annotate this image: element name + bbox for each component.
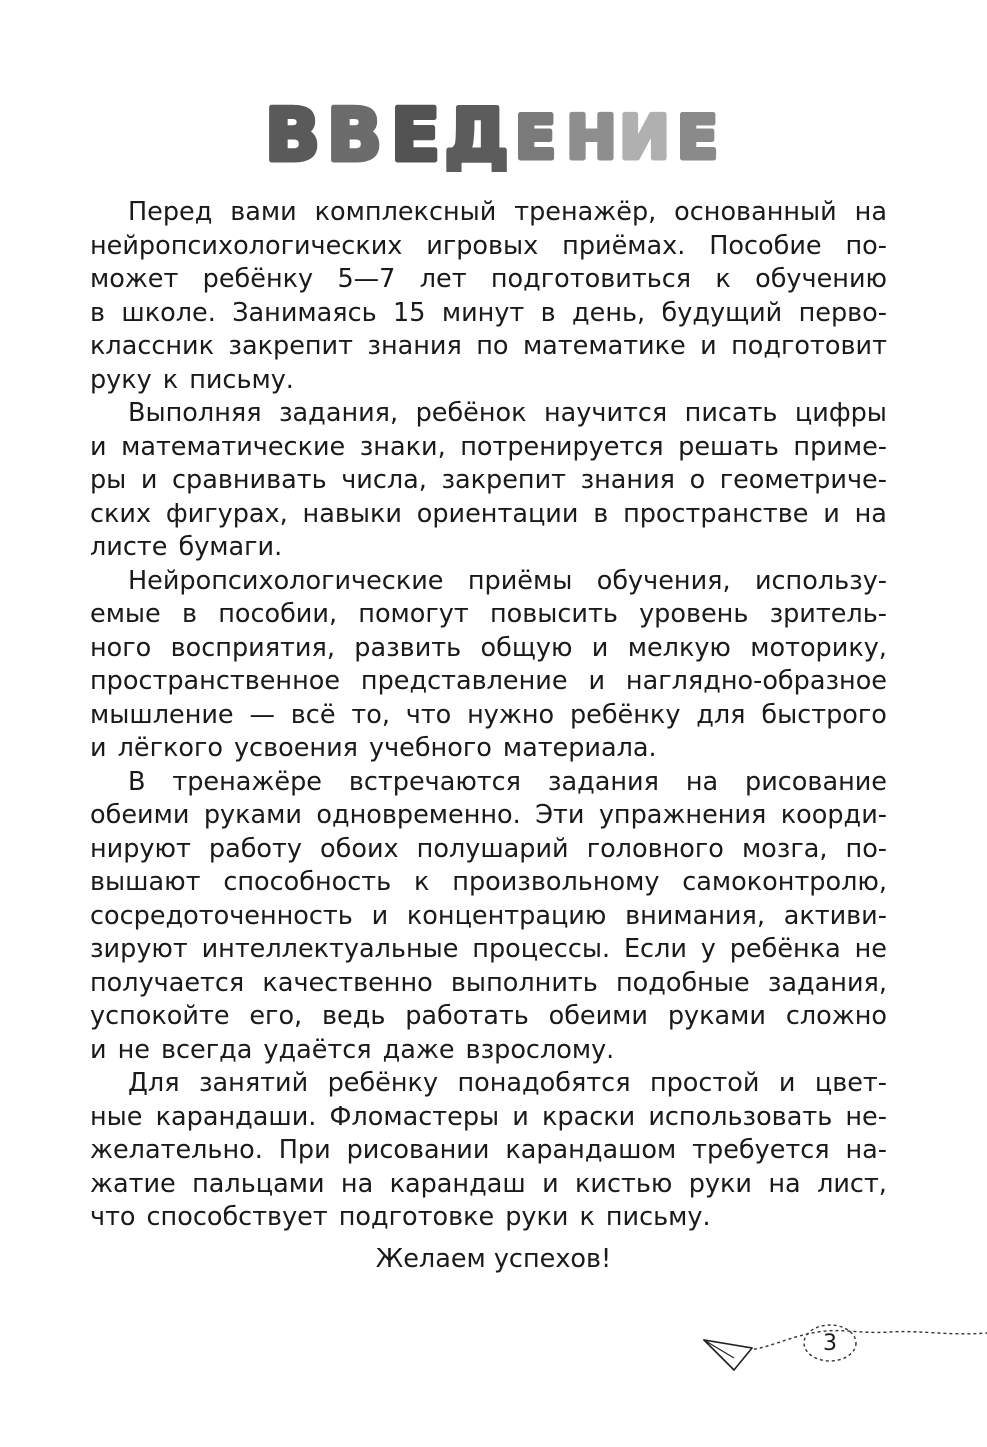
word: качественно <box>262 967 433 998</box>
word: цвет- <box>814 1068 887 1098</box>
word: При <box>278 1135 331 1165</box>
text-line <box>90 297 887 331</box>
word: уровень <box>639 599 749 629</box>
word: и <box>591 632 609 663</box>
word: процессы. <box>472 934 611 964</box>
word: не <box>854 934 887 964</box>
word: нужно <box>467 699 555 730</box>
word: о <box>689 465 706 495</box>
title-letter: Н <box>566 103 617 172</box>
page-footer <box>690 1318 987 1378</box>
word: взрослому. <box>465 1034 615 1065</box>
text-line <box>90 1034 887 1068</box>
word: быстрого <box>761 699 887 730</box>
word: на- <box>845 1135 887 1165</box>
text-line <box>90 1000 887 1034</box>
page-title <box>0 92 987 172</box>
word: нейропсихологических <box>90 230 403 261</box>
word: задания, <box>767 967 887 998</box>
text-line <box>90 1168 887 1202</box>
word: закрепит <box>441 465 567 495</box>
word: материала. <box>502 733 657 763</box>
word: вышают <box>90 867 201 897</box>
word: понадобятся <box>457 1068 631 1098</box>
word: пособии, <box>218 599 338 629</box>
text-line <box>90 431 887 465</box>
word: математические <box>121 431 346 462</box>
closing-line <box>0 1243 987 1277</box>
word: коорди- <box>780 800 887 830</box>
text-line <box>90 397 887 431</box>
word: лист, <box>817 1168 887 1199</box>
paragraph <box>90 565 887 766</box>
word: ведь <box>322 1001 386 1031</box>
word: самоконтролю, <box>682 867 887 897</box>
word: помогут <box>358 599 469 629</box>
title-letter: И <box>619 103 670 172</box>
word: и <box>778 1068 796 1098</box>
word: развить <box>354 632 462 663</box>
word: в <box>181 599 197 629</box>
word: навыки <box>302 498 402 529</box>
text-line <box>90 464 887 498</box>
word: не <box>117 1034 150 1065</box>
text-line <box>90 967 887 1001</box>
word: мышление <box>90 699 234 730</box>
word: в <box>540 297 556 328</box>
word: жатие <box>90 1168 176 1199</box>
word: даже <box>382 1034 455 1065</box>
word: емые <box>90 599 161 629</box>
word: научится <box>543 398 668 428</box>
text-line <box>90 866 887 900</box>
word: ребёнку <box>569 699 681 730</box>
word: к <box>579 1202 595 1232</box>
word: 5—7 <box>337 264 396 294</box>
word: 15 <box>393 297 426 328</box>
title-letter: Е <box>677 103 718 172</box>
word: мелкую <box>627 632 731 663</box>
word: тренажёр, <box>514 197 657 227</box>
text-line <box>90 330 887 364</box>
word: задания, <box>279 398 399 428</box>
word: минут <box>441 297 525 328</box>
text-line <box>90 196 887 230</box>
text-line <box>90 230 887 264</box>
word: карандаш <box>389 1168 526 1199</box>
word: краски <box>541 1101 636 1132</box>
word: листе <box>90 532 168 562</box>
text-line <box>90 531 887 565</box>
word: — <box>249 699 275 730</box>
word: задания <box>547 766 659 797</box>
word: числа, <box>341 465 427 495</box>
word: Перед <box>128 197 213 227</box>
word: восприятия, <box>170 632 335 663</box>
word: ребёнку <box>202 264 314 294</box>
word: на <box>854 197 887 227</box>
word: выполнить <box>450 967 598 998</box>
text-line <box>90 263 887 297</box>
word: учебного <box>368 733 492 763</box>
word: пальцами <box>192 1168 325 1199</box>
word: на <box>854 498 887 529</box>
word: ные <box>90 1101 143 1132</box>
word: к <box>414 867 430 897</box>
paragraph <box>90 397 887 565</box>
closing-text: Желаем успехов! <box>375 1244 612 1274</box>
word: что <box>90 1202 136 1232</box>
word: руки <box>688 1168 752 1199</box>
word: работать <box>405 1001 529 1031</box>
word: потренируется <box>460 431 664 462</box>
word: приёмы <box>467 565 573 596</box>
word: будущий <box>661 297 783 328</box>
word: Для <box>128 1068 180 1098</box>
text-line <box>90 766 887 800</box>
word: и <box>700 331 717 361</box>
word: удаётся <box>263 1034 372 1065</box>
word: одновременно. <box>316 800 521 830</box>
word: зируют <box>90 934 188 964</box>
word: в <box>593 498 609 529</box>
word: день, <box>572 297 646 328</box>
text-line <box>90 833 887 867</box>
word: Фломастеры <box>329 1101 500 1132</box>
title-letter: В <box>327 93 382 172</box>
word: повысить <box>489 599 618 629</box>
word: обучения, <box>596 565 731 596</box>
title-letter: Д <box>444 93 509 172</box>
word: Занимаясь <box>232 297 377 328</box>
word: представление <box>360 666 568 696</box>
word: рисование <box>745 766 887 797</box>
word: и <box>90 1034 107 1065</box>
word: и <box>823 498 840 529</box>
word: сложно <box>785 1001 887 1031</box>
word: зритель- <box>769 599 887 629</box>
word: ориентации <box>416 498 579 529</box>
word: письму. <box>189 364 294 395</box>
word: интеллектуальные <box>201 934 459 964</box>
word: цифры <box>794 398 887 428</box>
word: обеими <box>90 800 190 830</box>
title-letter: В <box>265 93 320 172</box>
text-line <box>90 799 887 833</box>
word: и <box>588 666 606 696</box>
word: ребёнка <box>729 934 841 964</box>
word: и <box>140 465 158 495</box>
paragraph <box>90 196 887 397</box>
word: на <box>768 1168 801 1199</box>
word: встречаются <box>348 766 522 797</box>
word: простой <box>649 1068 760 1098</box>
word: обучению <box>755 264 887 294</box>
word: использовать <box>648 1101 833 1132</box>
word: мозга, <box>741 833 828 864</box>
word: сравнивать <box>172 465 327 495</box>
word: перво- <box>798 297 887 328</box>
word: требуется <box>692 1135 830 1165</box>
text-line <box>90 732 887 766</box>
text-line <box>90 699 887 733</box>
word: успокойте <box>90 1001 230 1031</box>
word: получается <box>90 967 245 998</box>
word: на <box>685 766 719 797</box>
word: классник <box>90 331 215 361</box>
word: сосредоточенность <box>90 900 353 931</box>
word: комплексный <box>314 197 497 227</box>
word: карандаши. <box>155 1101 317 1132</box>
word: школе. <box>121 297 216 328</box>
word: пространстве <box>623 498 809 529</box>
word: что <box>405 699 452 730</box>
text-line <box>90 665 887 699</box>
word: ного <box>90 632 152 663</box>
word: нируют <box>90 833 191 864</box>
page-number: 3 <box>823 1331 837 1356</box>
word: подготовке <box>338 1202 495 1232</box>
word: пространственное <box>90 666 341 696</box>
word: использу- <box>754 565 887 596</box>
word: закрепит <box>228 331 353 361</box>
word: ребёнку <box>327 1068 439 1098</box>
word: у <box>700 934 716 964</box>
page-title-graphic <box>0 92 987 172</box>
word: и <box>90 733 107 763</box>
text-line <box>90 1201 887 1235</box>
word: к <box>715 264 731 294</box>
word: по- <box>845 230 887 261</box>
word: то, <box>351 699 390 730</box>
paragraph <box>90 1067 887 1235</box>
word: лет <box>419 264 467 294</box>
word: Эти <box>535 800 585 830</box>
word: Нейропсихологические <box>128 565 444 596</box>
word: фигурах, <box>165 498 288 529</box>
word: не- <box>845 1101 887 1132</box>
word: для <box>696 699 746 730</box>
word: знаки, <box>359 431 446 462</box>
word: приёмах. <box>562 230 686 261</box>
word: концентрацию <box>406 900 607 931</box>
word: может <box>90 264 179 294</box>
word: и <box>371 900 389 931</box>
word: общую <box>480 632 573 663</box>
word: геометриче- <box>719 465 887 495</box>
word: рисовании <box>346 1135 490 1165</box>
word: математике <box>522 331 686 361</box>
word: В <box>128 766 146 797</box>
word: ских <box>90 498 152 529</box>
word: приме- <box>793 431 887 462</box>
word: знания <box>367 331 462 361</box>
title-letter: Е <box>515 103 556 172</box>
text-line <box>90 1134 887 1168</box>
word: подготовиться <box>490 264 692 294</box>
word: Пособие <box>709 230 822 261</box>
word: наглядно-образное <box>625 666 887 696</box>
word: способность <box>223 867 392 897</box>
word: моторику, <box>750 632 887 663</box>
word: знания <box>580 465 676 495</box>
word: руками <box>667 1001 766 1031</box>
text-line <box>90 598 887 632</box>
word: решать <box>678 431 779 462</box>
word: вами <box>230 197 297 227</box>
word: всё <box>290 699 336 730</box>
word: ребёнок <box>415 398 527 428</box>
word: руками <box>203 800 302 830</box>
text-line <box>90 933 887 967</box>
word: по- <box>845 833 887 864</box>
word: подобные <box>615 967 750 998</box>
word: тренажёре <box>172 766 322 797</box>
word: работу <box>208 833 302 864</box>
word: всегда <box>160 1034 253 1065</box>
word: головного <box>586 833 724 864</box>
word: карандашом <box>505 1135 677 1165</box>
text-line <box>90 364 887 398</box>
word: полушарий <box>416 833 569 864</box>
word: и <box>542 1168 559 1199</box>
word: его, <box>249 1001 303 1031</box>
word: обеими <box>548 1001 648 1031</box>
word: основанный <box>674 197 837 227</box>
word: руки <box>505 1202 569 1232</box>
word: произвольному <box>452 867 660 897</box>
word: и <box>512 1101 529 1132</box>
word: и <box>90 431 107 462</box>
word: по <box>476 331 509 361</box>
main-text <box>90 196 887 1235</box>
text-line <box>90 565 887 599</box>
word: Если <box>623 934 687 964</box>
word: усвоения <box>233 733 358 763</box>
word: к <box>162 364 179 395</box>
word: занятий <box>198 1068 309 1098</box>
word: на <box>340 1168 374 1199</box>
word: игровых <box>426 230 539 261</box>
word: обоих <box>320 833 399 864</box>
word: руку <box>90 364 152 395</box>
word: писать <box>684 398 778 428</box>
word: лёгкого <box>117 733 223 763</box>
paragraph <box>90 766 887 1068</box>
word: письму. <box>605 1202 711 1232</box>
word: подготовит <box>731 331 887 361</box>
text-line <box>90 1067 887 1101</box>
word: бумаги. <box>178 532 283 562</box>
word: внимания, <box>625 900 765 931</box>
word: упражнения <box>598 800 767 830</box>
word: желательно. <box>90 1135 263 1165</box>
text-line <box>90 498 887 532</box>
word: способствует <box>146 1202 328 1232</box>
word: в <box>90 297 106 328</box>
text-line <box>90 900 887 934</box>
word: ры <box>90 465 127 495</box>
word: активи- <box>783 900 887 931</box>
word: кистью <box>575 1168 673 1199</box>
text-line <box>90 1101 887 1135</box>
title-letter: Е <box>390 93 441 172</box>
word: Выполняя <box>128 398 262 428</box>
text-line <box>90 632 887 666</box>
